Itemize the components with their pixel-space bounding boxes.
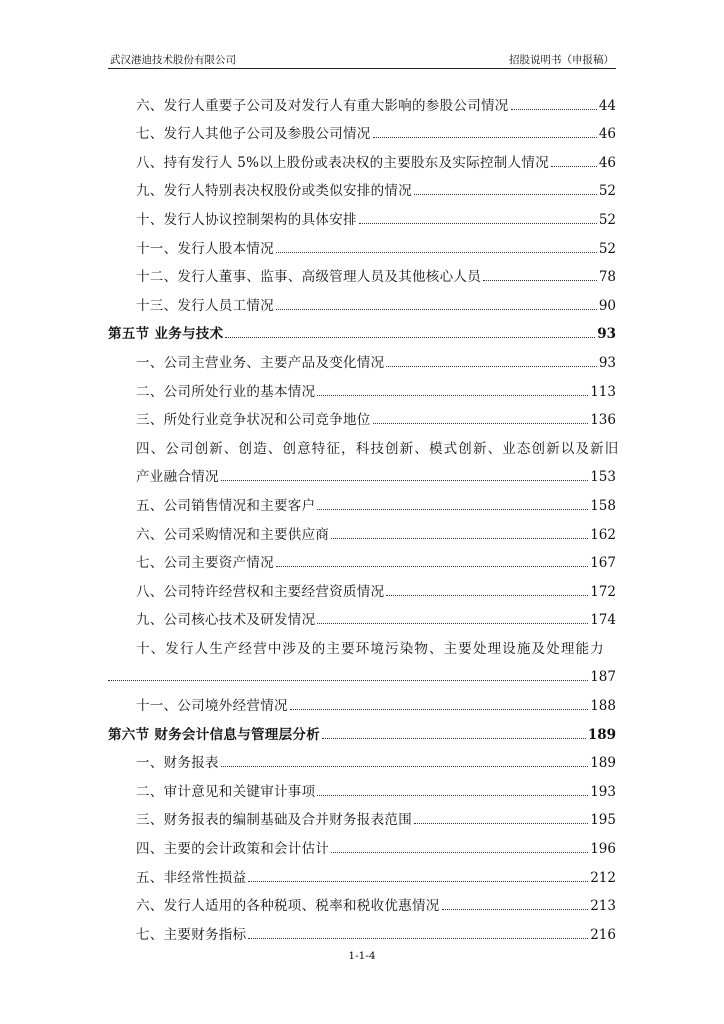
toc-title: 五、公司销售情况和主要客户 [136, 497, 316, 514]
toc-section[interactable] [108, 714, 616, 743]
toc-page: 153 [590, 469, 616, 486]
toc-entry[interactable] [108, 142, 616, 171]
leader-dots [221, 766, 588, 767]
toc-title: 七、公司主要资产情况 [136, 555, 274, 572]
leader-dots [331, 852, 588, 853]
leader-dots [373, 137, 597, 138]
toc-entry[interactable] [108, 342, 616, 371]
leader-dots [386, 595, 588, 596]
toc-entry-line2[interactable] [108, 657, 616, 686]
toc-entry[interactable] [108, 571, 616, 600]
toc-entry[interactable] [108, 400, 616, 429]
toc-entry[interactable] [108, 771, 616, 800]
toc-page: 193 [590, 783, 616, 800]
toc-page: 136 [590, 412, 616, 429]
toc-title: 九、发行人特别表决权股份或类似安排的情况 [136, 183, 412, 200]
leader-dots [317, 395, 588, 396]
toc-page: 158 [590, 497, 616, 514]
toc-title: 四、主要的会计政策和会计估计 [136, 841, 330, 858]
leader-dots [317, 623, 588, 624]
leader-dots [414, 194, 597, 195]
toc-page: 52 [598, 240, 616, 257]
toc-entry[interactable] [108, 743, 616, 772]
company-name: 武汉港迪技术股份有限公司 [110, 54, 236, 66]
toc-title: 七、主要财务指标 [136, 926, 247, 943]
toc-entry[interactable] [108, 828, 616, 857]
toc-entry[interactable] [108, 285, 616, 314]
toc-page: 195 [590, 812, 616, 829]
toc-entry[interactable] [108, 600, 616, 629]
toc-title: 十三、发行人员工情况 [136, 297, 274, 314]
toc-entry-line1[interactable] [108, 628, 616, 657]
toc-title: 十二、发行人董事、监事、高级管理人员及其他核心人员 [136, 269, 481, 286]
toc-entry[interactable] [108, 543, 616, 572]
toc-page: 93 [597, 326, 616, 343]
table-of-contents [108, 85, 620, 943]
leader-dots [322, 738, 586, 739]
leader-dots [551, 166, 597, 167]
leader-dots [290, 709, 588, 710]
toc-page: 90 [598, 297, 616, 314]
toc-entry[interactable] [108, 228, 616, 257]
toc-title: 二、公司所处行业的基本情况 [136, 383, 316, 400]
leader-dots [276, 252, 597, 253]
toc-title: 七、发行人其他子公司及参股公司情况 [136, 126, 371, 143]
toc-page: 44 [598, 97, 616, 114]
toc-entry[interactable] [108, 114, 616, 143]
section-title: 第六节 财务会计信息与管理层分析 [108, 726, 320, 743]
toc-page: 187 [590, 669, 616, 686]
leader-dots [483, 280, 597, 281]
leader-dots [248, 881, 588, 882]
toc-entry[interactable] [108, 485, 616, 514]
toc-page: 188 [590, 698, 616, 715]
toc-entry-line1[interactable] [108, 428, 620, 457]
toc-entry-line2[interactable] [108, 457, 616, 486]
toc-page: 189 [587, 726, 616, 743]
toc-title: 二、审计意见和关键审计事项 [136, 783, 316, 800]
toc-page: 172 [590, 583, 616, 600]
toc-entry[interactable] [108, 800, 616, 829]
toc-entry[interactable] [108, 171, 616, 200]
leader-dots [373, 423, 589, 424]
toc-title: 十、发行人生产经营中涉及的主要环境污染物、主要处理设施及处理能力 [136, 640, 605, 657]
toc-title: 八、持有发行人 5%以上股份或表决权的主要股东及实际控制人情况 [136, 154, 550, 171]
toc-page: 189 [590, 755, 616, 772]
leader-dots [276, 566, 588, 567]
toc-title: 三、所处行业竞争状况和公司竞争地位 [136, 412, 371, 429]
toc-page: 46 [598, 126, 616, 143]
leader-dots [511, 109, 597, 110]
toc-page: 216 [590, 926, 616, 943]
toc-entry[interactable] [108, 685, 616, 714]
leader-dots [221, 480, 588, 481]
toc-title: 十、发行人协议控制架构的具体安排 [136, 211, 357, 228]
toc-title: 一、公司主营业务、主要产品及变化情况 [136, 354, 385, 371]
toc-entry[interactable] [108, 914, 616, 943]
page-header [108, 50, 616, 69]
toc-title: 九、公司核心技术及研发情况 [136, 612, 316, 629]
page-footer [0, 950, 724, 962]
toc-title: 十一、发行人股本情况 [136, 240, 274, 257]
leader-dots [331, 538, 588, 539]
toc-title: 六、发行人重要子公司及对发行人有重大影响的参股公司情况 [136, 97, 509, 114]
toc-title: 六、公司采购情况和主要供应商 [136, 526, 330, 543]
toc-title: 一、财务报表 [136, 755, 219, 772]
leader-dots [225, 337, 595, 338]
toc-page: 52 [598, 211, 616, 228]
toc-page: 212 [590, 869, 616, 886]
toc-entry[interactable] [108, 886, 616, 915]
leader-dots [317, 795, 588, 796]
leader-dots [414, 823, 588, 824]
toc-page: 213 [590, 898, 616, 915]
section-title: 第五节 业务与技术 [108, 326, 224, 343]
document-title: 招股说明书（申报稿） [509, 54, 614, 66]
toc-page: 113 [590, 383, 616, 400]
toc-title: 产业融合情况 [136, 469, 219, 486]
leader-dots [317, 509, 588, 510]
toc-entry[interactable] [108, 857, 616, 886]
leader-dots [442, 909, 589, 910]
toc-page: 46 [598, 154, 616, 171]
toc-title: 三、财务报表的编制基础及合并财务报表范围 [136, 812, 412, 829]
toc-title: 六、发行人适用的各种税项、税率和税收优惠情况 [136, 898, 440, 915]
toc-title: 五、非经常性损益 [136, 869, 247, 886]
toc-entry[interactable] [108, 257, 616, 286]
toc-entry[interactable] [108, 371, 616, 400]
toc-title: 八、公司特许经营权和主要经营资质情况 [136, 583, 385, 600]
toc-section[interactable] [108, 314, 616, 343]
leader-dots [386, 366, 596, 367]
toc-title: 四、公司创新、创造、创意特征，科技创新、模式创新、业态创新以及新旧 [136, 440, 620, 457]
toc-page: 52 [598, 183, 616, 200]
leader-dots [359, 223, 597, 224]
toc-title: 十一、公司境外经营情况 [136, 698, 288, 715]
toc-page: 93 [598, 354, 616, 371]
toc-entry[interactable] [108, 514, 616, 543]
leader-dots [248, 938, 588, 939]
toc-page: 167 [590, 555, 616, 572]
toc-page: 162 [590, 526, 616, 543]
toc-page: 174 [590, 612, 616, 629]
toc-entry[interactable] [108, 85, 616, 114]
toc-page: 196 [590, 841, 616, 858]
toc-entry[interactable] [108, 199, 616, 228]
toc-page: 78 [598, 269, 616, 286]
page-number: 1-1-4 [348, 950, 376, 962]
leader-dots [276, 309, 597, 310]
leader-dots [108, 680, 588, 681]
